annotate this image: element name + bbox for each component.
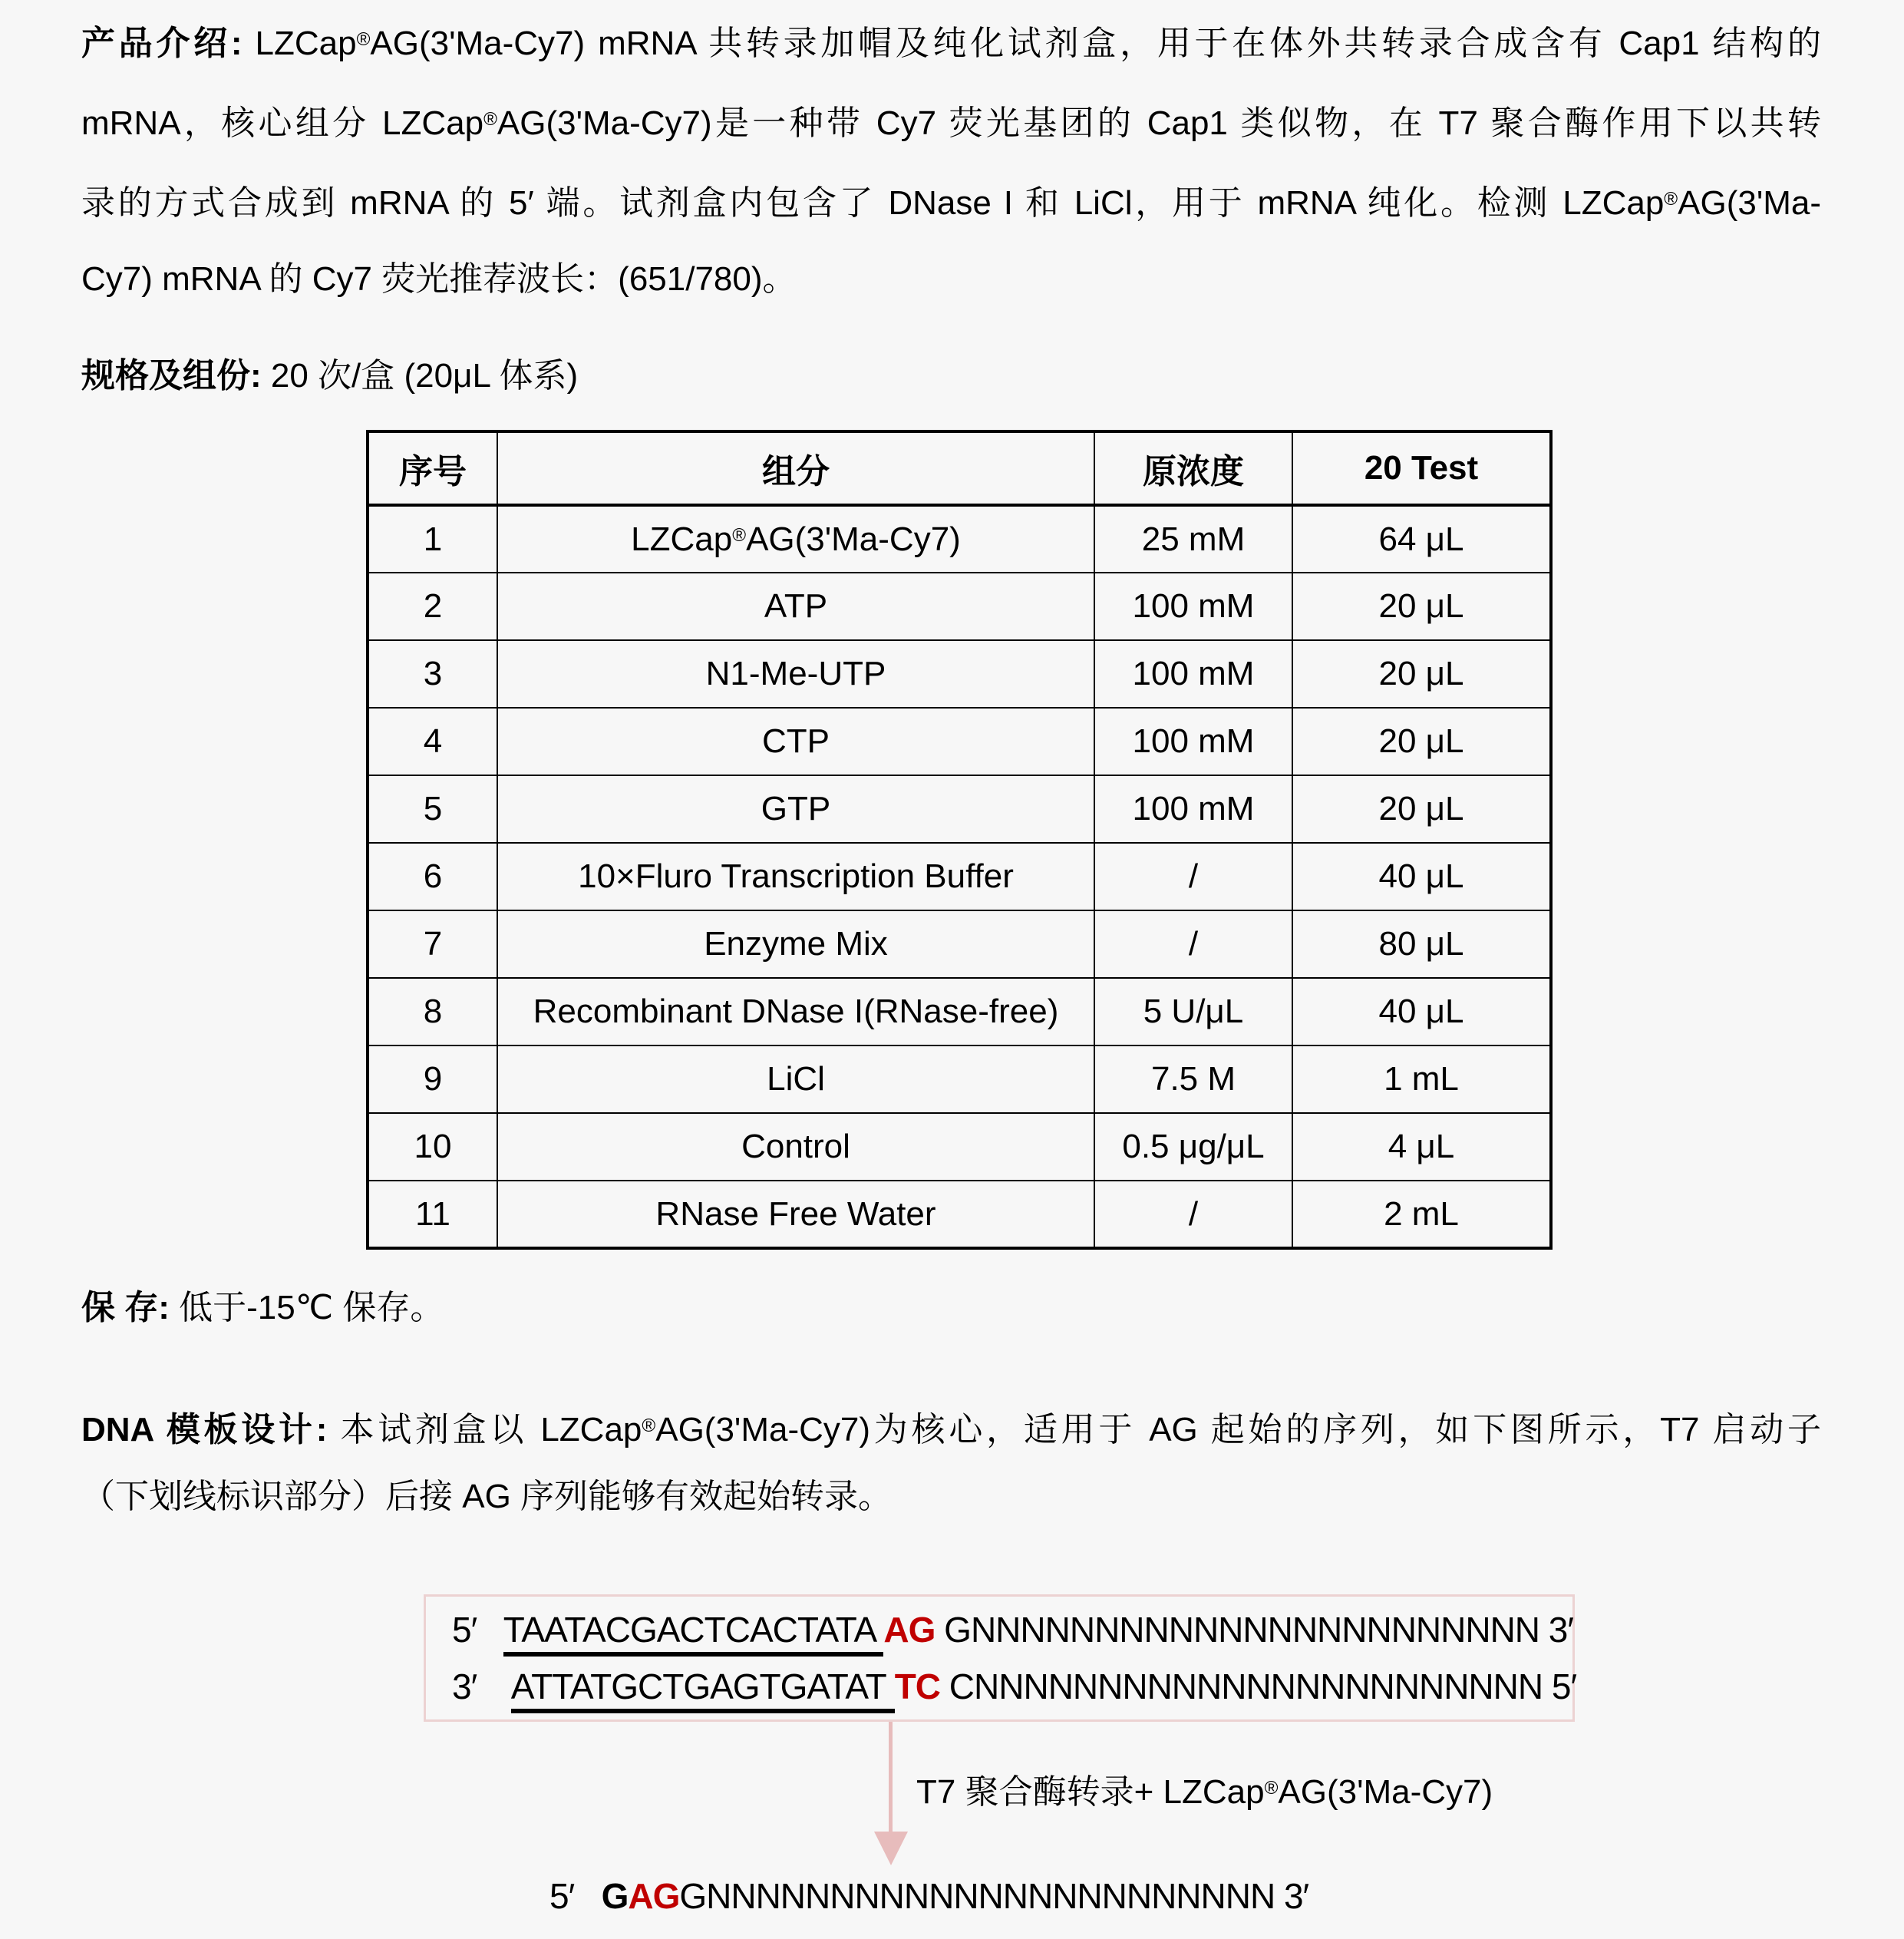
transcription-step-label bbox=[916, 1753, 1493, 1824]
text-segment: TAATACGACTCACTATA bbox=[503, 1610, 884, 1657]
text-segment: 保 存: bbox=[81, 1289, 180, 1326]
table-cell-concentration: / bbox=[1094, 843, 1292, 910]
registered-trademark-mark: ® bbox=[1264, 1778, 1279, 1799]
table-cell-index: 6 bbox=[368, 843, 497, 910]
text-segment: 录的方式合成到 mRNA 的 5′ 端。试剂盒内包含了 DNase I 和 LiCl，用于 mRNA 纯化。检测 LZCap®AG(3'Ma- bbox=[81, 184, 1821, 223]
table-cell-concentration: 100 mM bbox=[1094, 640, 1292, 708]
table-cell-volume: 20 μL bbox=[1292, 708, 1551, 775]
table-cell-component: CTP bbox=[497, 708, 1094, 775]
registered-trademark-mark: ® bbox=[483, 109, 497, 130]
storage-line bbox=[81, 1274, 1821, 1342]
table-cell-volume: 20 μL bbox=[1292, 573, 1551, 640]
registered-trademark-mark: ® bbox=[732, 524, 747, 546]
components-table bbox=[366, 430, 1553, 1250]
text-segment: mRNA，核心组分 LZCap®AG(3'Ma-Cy7)是一种带 Cy7 荧光基团的 Cap1 类似物，在 T7 聚合酶作用下以共转 bbox=[81, 104, 1821, 143]
table-cell-component: Enzyme Mix bbox=[497, 910, 1094, 978]
table-cell-concentration: 100 mM bbox=[1094, 708, 1292, 775]
table-cell-component: 10×Fluro Transcription Buffer bbox=[497, 843, 1094, 910]
down-arrow-line bbox=[889, 1722, 893, 1833]
dna-sequence-box bbox=[424, 1594, 1575, 1722]
table-row bbox=[368, 1181, 1551, 1248]
table-row bbox=[368, 708, 1551, 775]
table-cell-volume: 80 μL bbox=[1292, 910, 1551, 978]
table-row bbox=[368, 910, 1551, 978]
table-cell-index: 1 bbox=[368, 505, 497, 573]
intro-line bbox=[81, 239, 1821, 319]
table-cell-concentration: / bbox=[1094, 910, 1292, 978]
table-cell-component: Recombinant DNase I(RNase-free) bbox=[497, 978, 1094, 1045]
table-cell-index: 3 bbox=[368, 640, 497, 708]
table-cell-index: 5 bbox=[368, 775, 497, 843]
table-cell-index: 8 bbox=[368, 978, 497, 1045]
sense-strand-sequence bbox=[426, 1607, 1572, 1653]
registered-trademark-mark: ® bbox=[1664, 189, 1678, 210]
dna-design-paragraph bbox=[81, 1391, 1821, 1532]
text-segment: Cy7) mRNA 的 Cy7 荧光推荐波长：(651/780)。 bbox=[81, 260, 797, 298]
table-row bbox=[368, 505, 1551, 573]
text-segment: G bbox=[601, 1876, 629, 1916]
table-cell-volume: 4 μL bbox=[1292, 1113, 1551, 1181]
table-cell-volume: 64 μL bbox=[1292, 505, 1551, 573]
table-cell-index: 2 bbox=[368, 573, 497, 640]
text-segment: 低于-15℃ 保存。 bbox=[179, 1289, 444, 1326]
text-segment: 5′ bbox=[549, 1876, 602, 1916]
product-intro-paragraph bbox=[81, 0, 1821, 319]
table-cell-index: 7 bbox=[368, 910, 497, 978]
table-cell-concentration: / bbox=[1094, 1181, 1292, 1248]
table-row bbox=[368, 1113, 1551, 1181]
table-cell-component: N1-Me-UTP bbox=[497, 640, 1094, 708]
intro-line bbox=[81, 0, 1821, 80]
table-row bbox=[368, 640, 1551, 708]
intro-line bbox=[81, 80, 1821, 160]
table-cell-component: Control bbox=[497, 1113, 1094, 1181]
table-cell-concentration: 100 mM bbox=[1094, 573, 1292, 640]
table-row bbox=[368, 1045, 1551, 1113]
registered-trademark-mark: ® bbox=[356, 29, 371, 50]
dna-design-line bbox=[81, 1391, 1821, 1462]
table-cell-volume: 2 mL bbox=[1292, 1181, 1551, 1248]
spec-heading bbox=[81, 336, 1821, 416]
text-segment: 本试剂盒以 LZCap®AG(3'Ma-Cy7)为核心，适用于 AG 起始的序列，如下图所示，T7 启动子 bbox=[340, 1411, 1821, 1449]
table-cell-concentration: 100 mM bbox=[1094, 775, 1292, 843]
text-segment: DNA 模板设计: bbox=[81, 1411, 341, 1449]
table-row bbox=[368, 843, 1551, 910]
table-cell-index: 11 bbox=[368, 1181, 497, 1248]
table-cell-component: RNase Free Water bbox=[497, 1181, 1094, 1248]
table-cell-component: GTP bbox=[497, 775, 1094, 843]
table-cell-concentration: 0.5 μg/μL bbox=[1094, 1113, 1292, 1181]
components-table-wrap bbox=[366, 430, 1553, 1250]
header-cell-component: 组分 bbox=[497, 431, 1094, 505]
text-segment: T7 聚合酶转录+ LZCap®AG(3'Ma-Cy7) bbox=[916, 1773, 1493, 1812]
text-segment: LZCap®AG(3'Ma-Cy7) mRNA 共转录加帽及纯化试剂盒，用于在体外共转录合成含有 Cap1 结构的 bbox=[255, 25, 1821, 63]
header-cell-concentration: 原浓度 bbox=[1094, 431, 1292, 505]
dna-design-line bbox=[81, 1462, 1821, 1532]
table-cell-concentration: 25 mM bbox=[1094, 505, 1292, 573]
components-table-body bbox=[368, 505, 1551, 1248]
text-segment: 3′ bbox=[452, 1666, 511, 1706]
table-cell-volume: 20 μL bbox=[1292, 775, 1551, 843]
table-cell-component: LZCap®AG(3'Ma-Cy7) bbox=[497, 505, 1094, 573]
table-cell-index: 4 bbox=[368, 708, 497, 775]
text-segment: TC bbox=[894, 1666, 941, 1706]
header-cell-volume: 20 Test bbox=[1292, 431, 1551, 505]
table-cell-volume: 40 μL bbox=[1292, 843, 1551, 910]
text-segment: AG bbox=[883, 1610, 936, 1650]
text-segment: GNNNNNNNNNNNNNNNNNNNNNNN 3′ bbox=[935, 1610, 1574, 1650]
text-segment: GNNNNNNNNNNNNNNNNNNNNNNN 3′ bbox=[679, 1876, 1309, 1916]
text-segment: CNNNNNNNNNNNNNNNNNNNNNNN 5′ bbox=[940, 1666, 1577, 1706]
text-segment: 5′ bbox=[452, 1610, 503, 1650]
header-cell-index: 序号 bbox=[368, 431, 497, 505]
table-cell-volume: 40 μL bbox=[1292, 978, 1551, 1045]
intro-line bbox=[81, 160, 1821, 239]
table-cell-volume: 20 μL bbox=[1292, 640, 1551, 708]
table-cell-concentration: 7.5 M bbox=[1094, 1045, 1292, 1113]
capped-mrna-product-sequence bbox=[549, 1861, 1308, 1931]
table-cell-index: 9 bbox=[368, 1045, 497, 1113]
text-segment: 产品介绍: bbox=[81, 25, 256, 63]
table-row bbox=[368, 775, 1551, 843]
table-header-row bbox=[368, 431, 1551, 505]
table-cell-component: LiCl bbox=[497, 1045, 1094, 1113]
text-segment: ATTATGCTGAGTGATAT bbox=[511, 1666, 895, 1713]
table-cell-volume: 1 mL bbox=[1292, 1045, 1551, 1113]
text-segment: AG bbox=[628, 1876, 680, 1916]
table-cell-concentration: 5 U/μL bbox=[1094, 978, 1292, 1045]
antisense-strand-sequence bbox=[426, 1663, 1577, 1709]
text-segment: （下划线标识部分）后接 AG 序列能够有效起始转录。 bbox=[81, 1478, 893, 1515]
text-segment: 规格及组份: bbox=[81, 357, 271, 395]
table-cell-component: ATP bbox=[497, 573, 1094, 640]
table-cell-index: 10 bbox=[368, 1113, 497, 1181]
table-row bbox=[368, 573, 1551, 640]
table-row bbox=[368, 978, 1551, 1045]
text-segment: 20 次/盒 (20μL 体系) bbox=[270, 357, 579, 395]
registered-trademark-mark: ® bbox=[642, 1415, 656, 1436]
